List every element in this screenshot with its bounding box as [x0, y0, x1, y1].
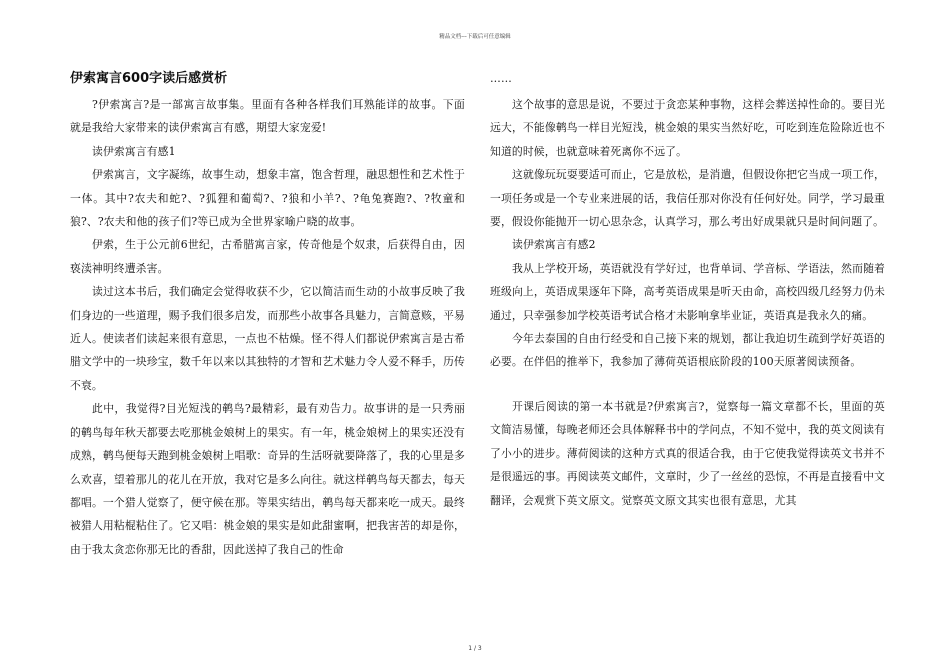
paragraph: 伊索，生于公元前6世纪，古希腊寓言家，传奇他是个奴隶，后获得自由，因亵渎神明终遭杀害。 [70, 238, 465, 275]
right-column [490, 70, 885, 512]
paragraph-gap [490, 374, 885, 395]
document-title: 伊索寓言600字读后感赏析 [70, 71, 228, 86]
ellipsis-lead: …… [490, 72, 512, 85]
paragraph: 伊索寓言，文字凝练，故事生动，想象丰富，饱含哲理，融思想性和艺术性于一体。其中?农夫和蛇?、?狐狸和葡萄?、?狼和小羊?、?龟兔赛跑?、?牧童和狼?、?农夫和他的孩子们?等已成为全世界家喻户晓的故事。 [70, 168, 465, 229]
paragraph: 我从上学校开场，英语就没有学好过，也背单词、学音标、学语法，然而随着班级向上，英语成果逐年下降，高考英语成果是听天由命，高校四级几经努力仍未通过，只幸强参加学校英语考试合格才未影响拿毕业证，英语真是我永久的痛。 [490, 261, 885, 322]
left-column [70, 70, 465, 561]
paragraph: 读过这本书后，我们确定会觉得收获不少，它以简洁而生动的小故事反映了我们身边的一些道理，赐予我们很多启发，而那些小故事各具魅力，言简意赅，平易近人。使读者们读起来很有意思，一点也不枯燥。怪不得人们都说伊索寓言是古希腊文学中的一块珍宝，数千年以来以其独特的才智和艺术魅力令人爱不释手，历传不衰。 [70, 285, 465, 392]
paragraph: 此中，我觉得?目光短浅的鹌鸟?最精彩，最有劝告力。故事讲的是一只秀丽的鹌鸟每年秋天都要去吃那桃金娘树上的果实。有一年，桃金娘树上的果实还没有成熟，鹌鸟便每天跑到桃金娘树上唱歌：奇异的生活呀就要降落了，我的心里是多么欢喜，望着那儿的花儿在开放，我对它是多么向往。就这样鹌鸟每天都去，每天都唱。一个猎人觉察了，便守候在那。等果实结出，鹌鸟每天都来吃一成天。最终被猎人用粘棍粘住了。它又唱：桃金娘的果实是如此甜蜜啊，把我害苦的却是你，由于我太贪恋你那无比的香甜，因此送掉了我自己的性命 [70, 402, 465, 556]
section-heading: 读伊索寓言有感2 [512, 238, 596, 252]
page-header: 精品文档---下载后可任意编辑 [439, 34, 511, 40]
paragraph: 这就像玩玩耍要适可而止，它是放松，是消遣，但假设你把它当成一项工作，一项任务或是一个专业来进展的话，我信任那对你没有任何好处。同学，学习最重要，假设你能抛开一切心思杂念，认真学习，那么考出好成果就只是时间问题了。 [490, 168, 885, 229]
page-number: 1 / 3 [468, 645, 482, 652]
paragraph: 今年去泰国的自由行经受和自己接下来的规划，都让我迫切生疏到学好英语的必要。在伴侣的推举下，我参加了薄荷英语根底阶段的100天原著阅读预备。 [490, 332, 885, 369]
section-heading: 读伊索寓言有感1 [92, 144, 176, 158]
paragraph: 这个故事的意思是说，不要过于贪恋某种事物，这样会葬送掉性命的。要目光远大，不能像鹌鸟一样目光短浅，桃金娘的果实当然好吃，可吃到连危险除近也不知道的时候，也就意味着死离你不远了。 [490, 98, 885, 158]
paragraph: 开课后阅读的第一本书就是?伊索寓言?，觉察每一篇文章都不长，里面的英文简洁易懂，每晚老师还会具体解释书中的学问点，不知不觉中，我的英文阅读有了小小的进步。薄荷阅读的这种方式真的很适合我，由于它使我觉得读英文书并不是很遥远的事。再阅读英文邮件，文章时，少了一丝丝的恐惊，不再是直接看中文翻译，会观赏下英文原文。觉察英文原文其实也很有意思，尤其 [490, 399, 885, 507]
paragraph: ?伊索寓言?是一部寓言故事集。里面有各种各样我们耳熟能详的故事。下面就是我给大家带来的读伊索寓言有感，期望大家宠爱! [70, 98, 465, 135]
